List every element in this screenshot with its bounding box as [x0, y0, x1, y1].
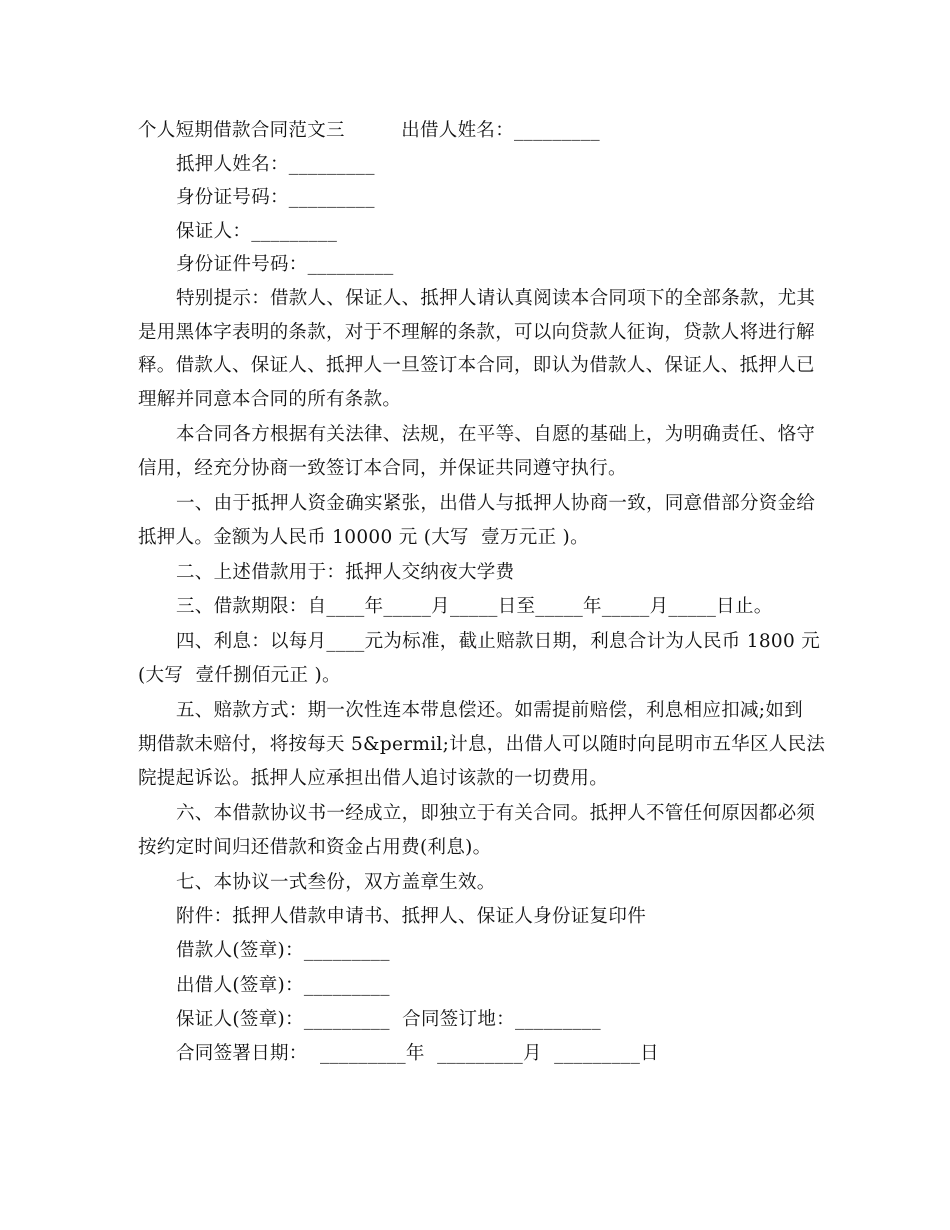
id-document-number-line: 身份证件号码：_________ [176, 254, 394, 275]
lender-signature-line: 出借人(签章)：_________ [176, 975, 390, 996]
clause-1-line: 抵押人。金额为人民币 10000 元 (大写 壹万元正 )。 [138, 527, 589, 548]
notice-paragraph-line: 理解并同意本合同的所有条款。 [138, 389, 402, 410]
mortgagor-name-line: 抵押人姓名：_________ [176, 154, 375, 175]
clause-4-line: (大写 壹仟捌佰元正 )。 [138, 665, 341, 686]
guarantor-signature-line: 保证人(签章)：_________ 合同签订地：_________ [176, 1009, 601, 1030]
clause-2-line: 二、上述借款用于：抵押人交纳夜大学费 [176, 562, 515, 583]
clause-1-line: 一、由于抵押人资金确实紧张，出借人与抵押人协商一致，同意借部分资金给 [176, 493, 816, 514]
clause-6-line: 六、本借款协议书一经成立，即独立于有关合同。抵押人不管任何原因都必须 [176, 803, 816, 824]
clause-4-line: 四、利息：以每月____元为标准，截止赔款日期，利息合计为人民币 1800 元 [176, 631, 821, 652]
notice-paragraph-line: 释。借款人、保证人、抵押人一旦签订本合同，即认为借款人、保证人、抵押人已 [138, 355, 815, 376]
title-line: 个人短期借款合同范文三 出借人姓名：_________ [138, 120, 600, 141]
clause-5-line: 期借款未赔付，将按每天 5&permil;计息，出借人可以随时向昆明市五华区人民法 [138, 734, 826, 755]
borrower-signature-line: 借款人(签章)：_________ [176, 940, 390, 961]
notice-paragraph-line: 是用黑体字表明的条款，对于不理解的条款，可以向贷款人征询，贷款人将进行解 [138, 322, 815, 343]
preamble-paragraph-line: 信用，经充分协商一致签订本合同，并保证共同遵守执行。 [138, 458, 627, 479]
clause-6-line: 按约定时间归还借款和资金占用费(利息)。 [138, 837, 492, 858]
signing-date-line: 合同签署日期： _________年 _________月 _________日 [176, 1043, 659, 1064]
preamble-paragraph-line: 本合同各方根据有关法律、法规，在平等、自愿的基础上，为明确责任、恪守 [176, 424, 816, 445]
clause-3-line: 三、借款期限：自____年_____月_____日至_____年_____月_____日止。 [176, 596, 773, 617]
clause-5-line: 院提起诉讼。抵押人应承担出借人追讨该款的一切费用。 [138, 768, 609, 789]
clause-5-line: 五、赔款方式：期一次性连本带息偿还。如需提前赔偿，利息相应扣减;如到 [176, 700, 803, 721]
clause-7-line: 七、本协议一式叁份，双方盖章生效。 [176, 872, 496, 893]
id-number-line: 身份证号码：_________ [176, 187, 375, 208]
notice-paragraph-line: 特别提示：借款人、保证人、抵押人请认真阅读本合同项下的全部条款，尤其 [176, 288, 816, 309]
guarantor-line: 保证人：_________ [176, 221, 338, 242]
attachment-line: 附件：抵押人借款申请书、抵押人、保证人身份证复印件 [176, 906, 647, 927]
